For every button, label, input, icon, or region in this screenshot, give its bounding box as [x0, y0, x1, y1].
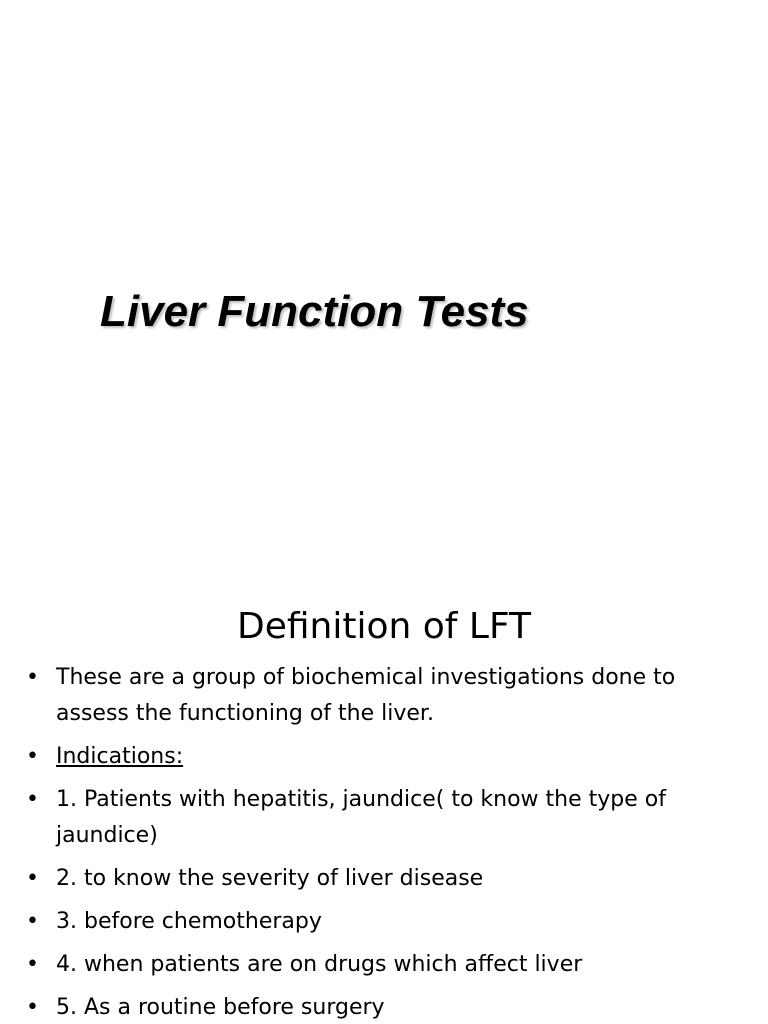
bullet-icon: •	[26, 665, 39, 690]
bullet-text: 2. to know the severity of liver disease	[56, 866, 484, 891]
bullet-text: These are a group of biochemical investigations done to assess the functioning of the liver.	[56, 665, 676, 726]
bullet-list	[26, 660, 746, 1024]
bullet-item-2	[26, 861, 746, 897]
definition-slide	[0, 576, 768, 1024]
bullet-item-indications	[26, 739, 746, 775]
bullet-icon: •	[26, 787, 39, 812]
bullet-item-3	[26, 904, 746, 940]
bullet-icon: •	[26, 866, 39, 891]
bullet-item-4	[26, 947, 746, 983]
bullet-icon: •	[26, 909, 39, 934]
bullet-item-definition	[26, 660, 746, 732]
bullet-icon: •	[26, 744, 39, 769]
bullet-icon: •	[26, 952, 39, 977]
bullet-text: Indications:	[56, 744, 184, 769]
bullet-text: 4. when patients are on drugs which affect liver	[56, 952, 583, 977]
bullet-text: 5. As a routine before surgery	[56, 995, 385, 1020]
bullet-item-5	[26, 990, 746, 1024]
bullet-item-1	[26, 782, 746, 854]
bullet-icon: •	[26, 995, 39, 1020]
bullet-text: 1. Patients with hepatitis, jaundice( to know the type of jaundice)	[56, 787, 666, 848]
slide-heading: Definition of LFT	[236, 606, 532, 647]
bullet-text: 3. before chemotherapy	[56, 909, 322, 934]
presentation-title: Liver Function Tests	[100, 287, 529, 336]
